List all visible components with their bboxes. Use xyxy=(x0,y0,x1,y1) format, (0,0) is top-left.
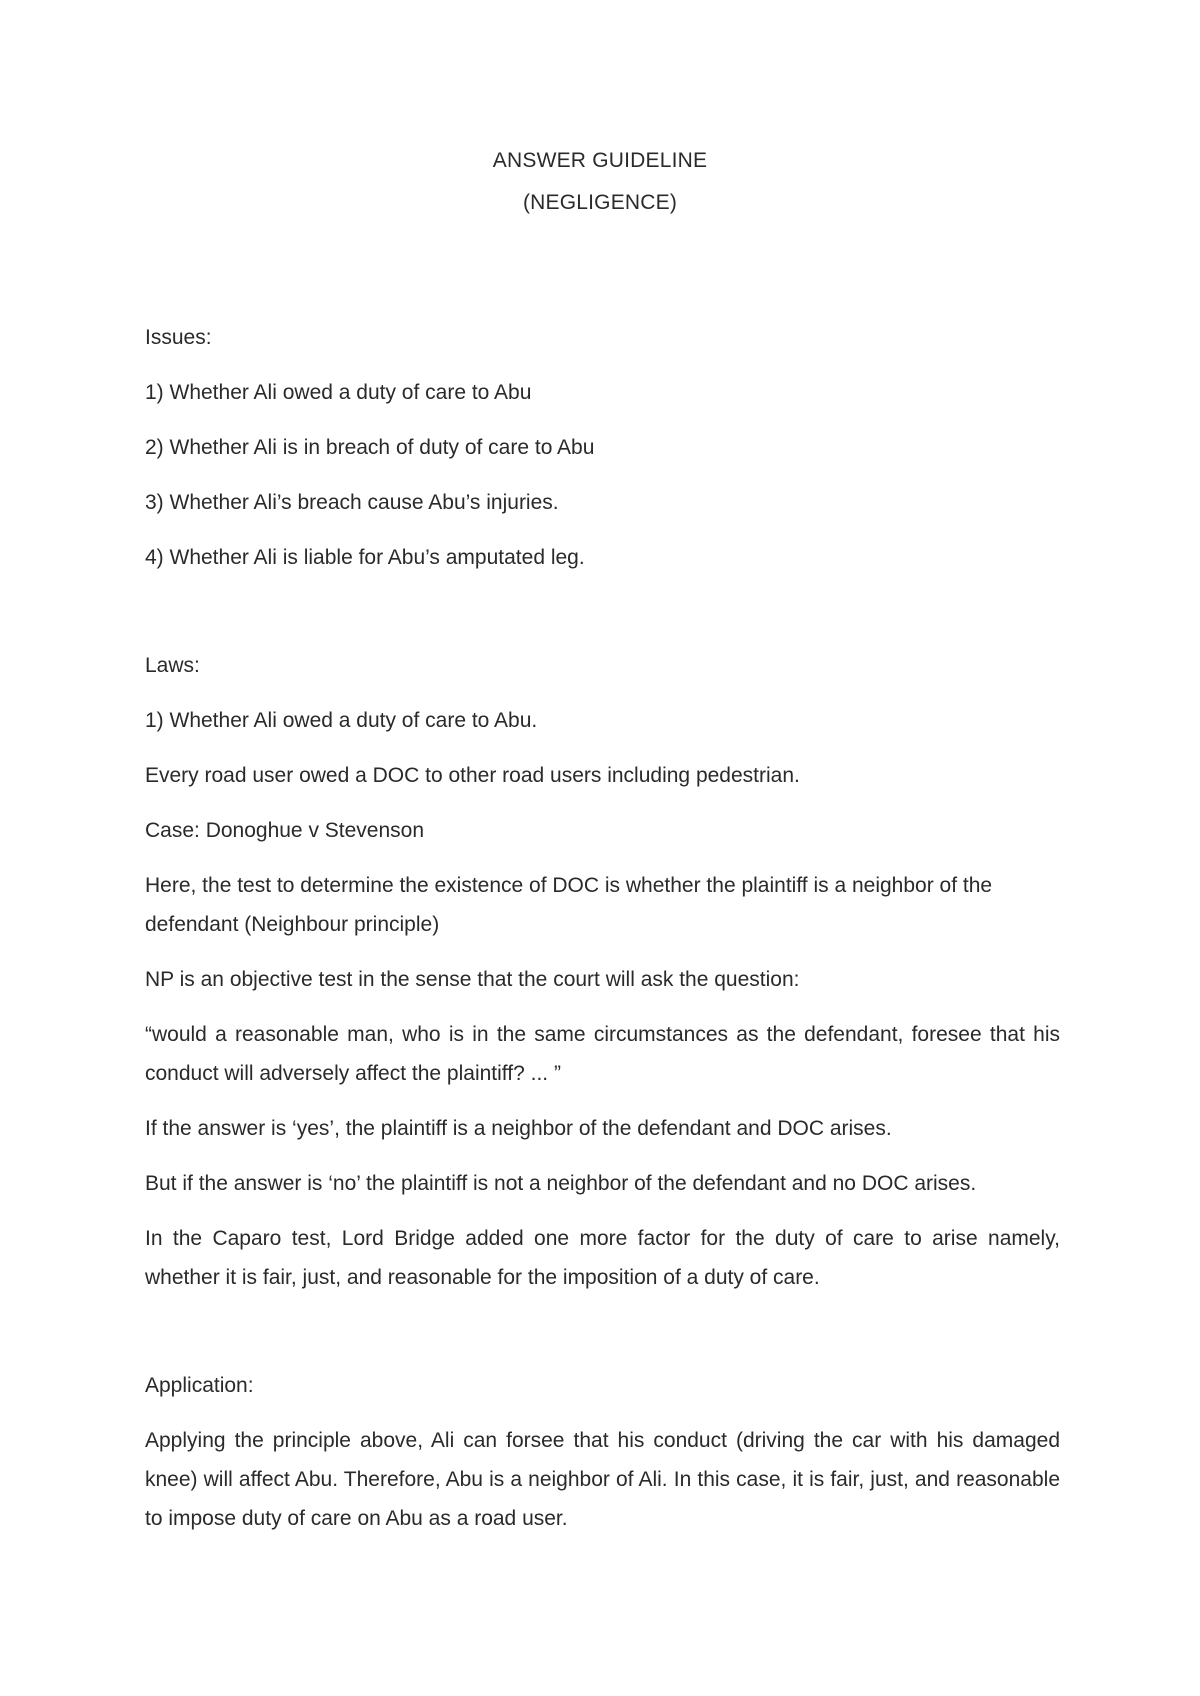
laws-paragraph: Every road user owed a DOC to other road users including pedestrian. xyxy=(145,764,800,787)
laws-paragraph: But if the answer is ‘no’ the plaintiff is not a neighbor of the defendant and no DOC arises. xyxy=(145,1172,977,1195)
document-title: ANSWER GUIDELINE xyxy=(492,149,708,172)
issues-heading: Issues: xyxy=(145,326,212,349)
laws-section xyxy=(145,646,1060,1297)
laws-paragraph: 1) Whether Ali owed a duty of care to Abu. xyxy=(145,709,538,732)
issue-item: 2) Whether Ali is in breach of duty of care to Abu xyxy=(145,436,595,459)
issue-item: 1) Whether Ali owed a duty of care to Abu xyxy=(145,381,532,404)
section-gap xyxy=(145,593,1060,646)
document-body xyxy=(145,318,1060,1554)
application-paragraph: Applying the principle above, Ali can forsee that his conduct (driving the car with his damaged knee) will affect Abu. Therefore, Abu is a neighbor of Ali. In this case, it is fair, just, and reasonable to impose duty of care on Abu as a road user. xyxy=(145,1429,1060,1530)
document-subtitle: (NEGLIGENCE) xyxy=(522,191,678,214)
section-gap xyxy=(145,1313,1060,1366)
case-citation: Case: Donoghue v Stevenson xyxy=(145,819,425,842)
laws-paragraph: In the Caparo test, Lord Bridge added one more factor for the duty of care to arise namely, whether it is fair, just, and reasonable for the imposition of a duty of care. xyxy=(145,1227,1060,1289)
laws-heading: Laws: xyxy=(145,654,200,677)
laws-paragraph: Here, the test to determine the existence of DOC is whether the plaintiff is a neighbor of the defendant (Neighbour principle) xyxy=(145,874,993,936)
application-heading: Application: xyxy=(145,1374,254,1397)
title-block xyxy=(0,140,1200,224)
laws-paragraph: NP is an objective test in the sense that the court will ask the question: xyxy=(145,968,800,991)
laws-paragraph: If the answer is ‘yes’, the plaintiff is a neighbor of the defendant and DOC arises. xyxy=(145,1117,892,1140)
issue-item: 3) Whether Ali’s breach cause Abu’s injuries. xyxy=(145,491,559,514)
application-section xyxy=(145,1366,1060,1538)
issue-item: 4) Whether Ali is liable for Abu’s amputated leg. xyxy=(145,546,585,569)
quoted-question: “would a reasonable man, who is in the same circumstances as the defendant, foresee that his conduct will adversely affect the plaintiff? ... ” xyxy=(145,1023,1060,1085)
issues-section xyxy=(145,318,1060,577)
